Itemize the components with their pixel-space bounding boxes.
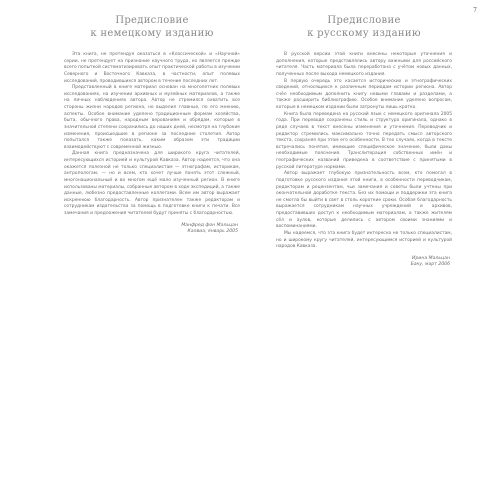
preface-german-column: [64, 14, 240, 236]
paragraph: Мы надеемся, что эта книга будет интересна не только специалистам, но и широкому кругу читателей, интересующимся историей и культурой народов Кавказа.: [276, 230, 452, 250]
preface-german-heading: [64, 14, 240, 40]
preface-russian-heading: [276, 14, 452, 40]
signature-place-date: Баку, март 2006: [410, 262, 450, 268]
preface-russian-column: [276, 14, 452, 269]
page-number: 7: [473, 7, 477, 14]
paragraph: Эта книга, не претендуя оказаться в «Классической» и «Научной» серии, не претендует на признание научного труда, но является прежде всего попыткой систематизировать опыт практической работы в изучении Северного и Восточного Кавказа, в частности, опыт полевых исследований, проводившихся автором в течение последних лет.: [64, 52, 240, 84]
signature-name: Ирина Мальцан: [412, 255, 450, 261]
paragraph: Представленный в книге материал основан на многолетних полевых исследованиях, на изучении архивных и музейных материалов, а также на личных наблюдениях автора. Автор не стремился охватить все стороны жизни народов региона, но выделил главные, по его мнению, аспекты. Особое внимание уделено традиционным формам хозяйства, быта, обычного права, народным верованиям и обрядам, которые в значительной степени сохранились до наших дней, несмотря на глубокие изменения, происшедшие в регионе за последние столетия. Автор попытался также показать, каким образом эти традиции взаимодействуют с современной жизнью.: [64, 85, 240, 150]
signature-place-date: Калвиа, январь 2005: [187, 229, 238, 235]
paragraph: Автор выражает глубокую признательность всем, кто помогал в подготовке русского издания этой книги, в особенности переводчикам, редакторам и рецензентам, чьи замечания и советы были учтены при окончательной доработке текста. Без их помощи и поддержки эта книга не смогла бы выйти в свет в столь короткие сроки. Особая благодарность выражается сотрудникам научных учреждений и архивов, предоставивших доступ к необходимым материалам, а также жителям сёл и аулов, которые делились с автором своими знаниями и воспоминаниями.: [276, 171, 452, 230]
paragraph: Данная книга предназначена для широкого круга читателей, интересующихся историей и культурой Кавказа. Автор надеется, что она окажется полезной не только специалистам — этнографам, историкам, антропологам, — но и всем, кто хочет лучше понять этот сложный, многонациональный и во многом ещё мало изученный регион. В книге использованы материалы, собранные автором в ходе экспедиций, а также данные, любезно предоставленные коллегами. Всем им автор выражает искреннюю благодарность. Автор признателен также редакторам и сотрудникам издательства за помощь в подготовке книги к печати. Все замечания и предложения читателей будут приняты с благодарностью.: [64, 151, 240, 216]
heading-line: к немецкому изданию: [90, 28, 214, 39]
paragraph: Книга была переведена на русский язык с немецкого оригинала 2005 года. При переводе сохранены стиль и структура оригинала, однако в ряде случаев в текст внесены изменения и уточнения. Переводчик и редактор стремились максимально точно передать смысл авторского текста, сохраняя при этом его особенности. В тех случаях, когда в тексте встречались понятия, имеющие специфическое значение, были даны необходимые пояснения. Транслитерация собственных имён и географических названий приведена в соответствие с принятыми в русской литературе нормами.: [276, 111, 452, 170]
heading-line: к русскому изданию: [307, 28, 421, 39]
paragraph: В первую очередь это касается исторических и этнографических сведений, относящихся к различным периодам истории региона. Автор счёл необходимым дополнить книгу новыми главами и разделами, а также расширить библиографию. Особое внимание уделено вопросам, которые в немецком издании были затронуты лишь кратко.: [276, 78, 452, 110]
signature-block: [276, 256, 452, 269]
signature-block: [64, 223, 240, 236]
signature-name: Манфред фон Мальцан: [181, 222, 238, 228]
heading-line: Предисловие: [115, 15, 189, 26]
heading-line: Предисловие: [327, 15, 401, 26]
paragraph: В русской версии этой книги внесены некоторые уточнения и дополнения, которые представлялись автору важными для российского читателя. Часть материала была переработана с учётом новых данных, полученных после выхода немецкого издания.: [276, 52, 452, 77]
